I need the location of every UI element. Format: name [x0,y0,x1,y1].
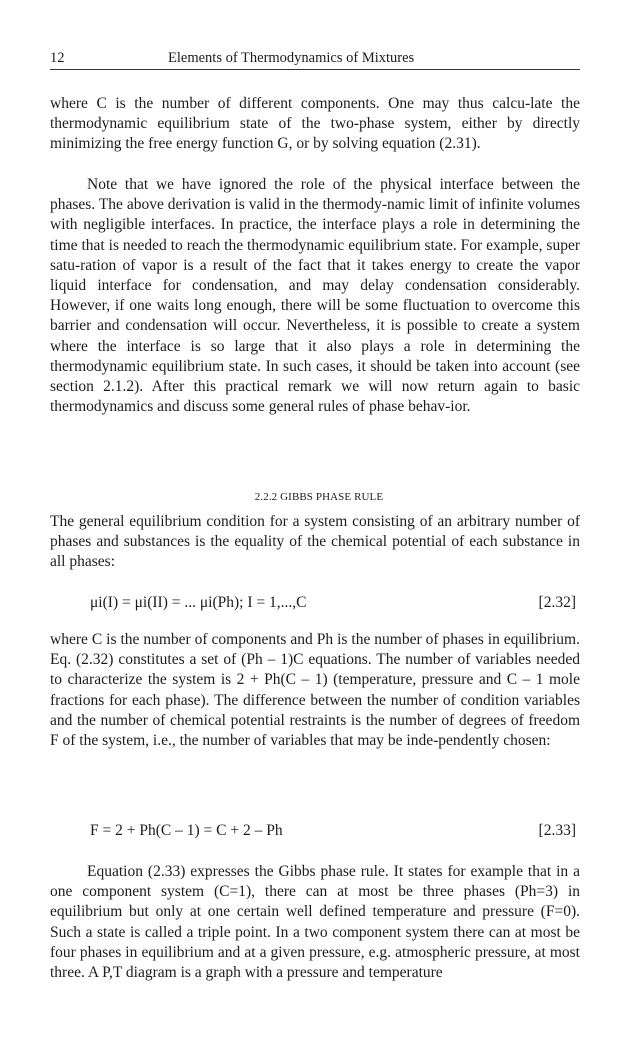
running-title: Elements of Thermodynamics of Mixtures [168,50,415,66]
equation-2-32 [90,594,580,614]
paragraph-4: where C is the number of components and Ph is the number of phases in equilibrium. Eq. (2.32) constitutes a set of (Ph – 1)C equations. The number of variables needed to characterize the system is 2 + Ph(C – 1) (temperature, pressure and C – 1 mole fractions for each phase). The difference between the number of condition variables and the number of chemical potential restraints is the number of degrees of freedom F of the system, i.e., the number of variables that may be inde-pendently chosen: [50,631,580,750]
paragraph-2: Note that we have ignored the role of the physical interface between the phases. The above derivation is valid in the thermody-namic limit of infinite volumes with negligible interfaces. In practice, the interface plays a role in determining the time that is needed to reach the thermodynamic equilibrium state. For example, super satu-ration of vapor is a result of the fact that it takes energy to create the vapor liquid interface for condensation, and may delay condensation considerably. However, if one waits long enough, there will be some fluctuation to overcome this barrier and condensation will occur. Nevertheless, it is possible to create a system where the interface is so large that it also plays a role in determining the thermodynamic equilibrium state. In such cases, it should be taken into account (see section 2.1.2). After this practical remark we will now return again to basic thermodynamics and discuss some general rules of phase behav-ior. [50,176,580,416]
section-heading: 2.2.2 GIBBS PHASE RULE [254,491,384,503]
equation-2-33 [90,822,580,842]
paragraph-5: Equation (2.33) expresses the Gibbs phase rule. It states for example that in a one component system (C=1), there can at most be three phases (Ph=3) in equilibrium but only at one certain well defined temperature and pressure (F=0). Such a state is called a triple point. In a two component system there can at most be four phases in equilibrium and at a given pressure, e.g. atmospheric pressure, at most three. A P,T diagram is a graph with a pressure and temperature [50,863,580,982]
page-number: 12 [50,50,65,66]
equation-expression: F = 2 + Ph(C – 1) = C + 2 – Ph [90,822,283,839]
equation-number: [2.33] [538,822,576,839]
equation-number: [2.32] [538,594,576,611]
running-header [50,50,580,70]
paragraph-1: where C is the number of different components. One may thus calcu-late the thermodynamic equilibrium state of the two-phase system, either by directly minimizing the free energy function G, or by solving equation (2.31). [50,95,580,153]
paragraph-3: The general equilibrium condition for a system consisting of an arbitrary number of phases and substances is the equality of the chemical potential of each substance in all phases: [50,513,580,571]
equation-expression: μi(I) = μi(II) = ... μi(Ph); I = 1,...,C [90,594,307,611]
